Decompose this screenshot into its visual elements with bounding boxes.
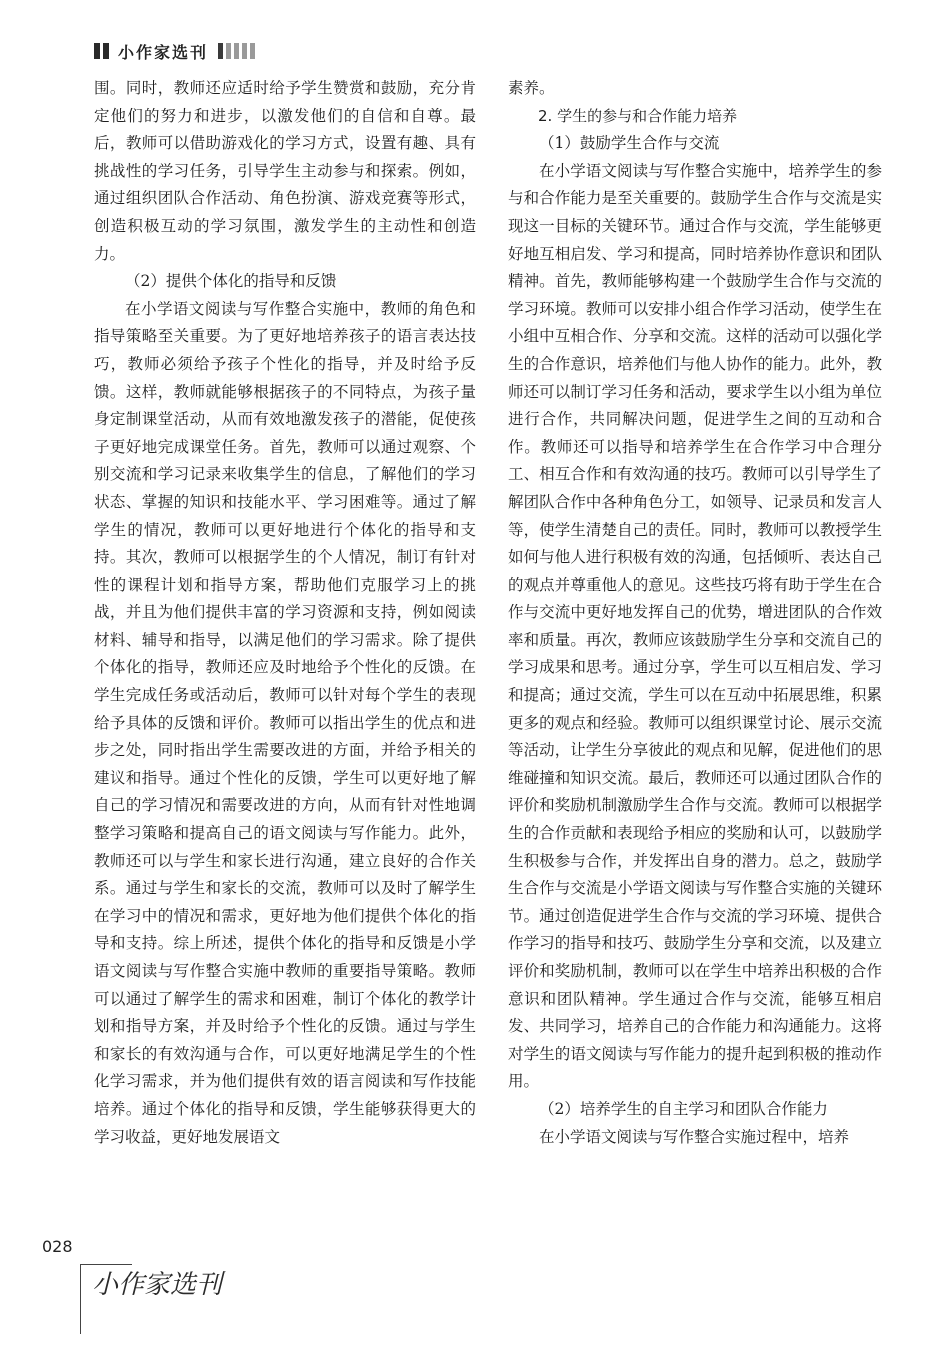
page-number: 028 <box>42 1237 73 1256</box>
header-stripe <box>234 43 239 59</box>
calligraphy-logo <box>88 1265 238 1305</box>
section-heading: （2）培养学生的自主学习和团队合作能力 <box>539 1099 828 1118</box>
header-bar-mark <box>103 43 109 59</box>
header-bar-mark <box>94 43 100 59</box>
logo-text: 小作家选刊 <box>92 1270 223 1300</box>
section-heading: （1）鼓励学生合作与交流 <box>539 134 720 153</box>
page-footer <box>42 1237 223 1300</box>
running-header <box>94 40 258 62</box>
section-heading: 2. 学生的参与和合作能力培养 <box>538 106 738 125</box>
body-paragraph: 素养。 <box>508 79 555 97</box>
header-stripe <box>218 43 223 59</box>
section-heading: （2）提供个体化的指导和反馈 <box>125 272 337 291</box>
header-stripe <box>250 43 255 59</box>
body-paragraph: 在小学语文阅读与写作整合实施中，培养学生的参与和合作能力是至关重要的。鼓励学生合作与交流是实现这一目标的关键环节。通过合作与交流，学生能够更好地互相启发、学习和提高，同时培养协作意识和团队精神。首先，教师能够构建一个鼓励学生合作与交流的学习环境。教师可以安排小组合作学习活动，使学生在小组中互相合作、分享和交流。这样的活动可以强化学生的合作意识，培养他们与他人协作的能力。此外，教师还可以制订学习任务和活动，要求学生以小组为单位进行合作，共同解决问题，促进学生之间的互动和合作。教师还可以指导和培养学生在合作学习中合理分工、相互合作和有效沟通的技巧。教师可以引导学生了解团队合作中各种角色分工，如领导、记录员和发言人等，使学生清楚自己的责任。同时，教师可以教授学生如何与他人进行积极有效的沟通，包括倾听、表达自己的观点并尊重他人的意见。这些技巧将有助于学生在合作与交流中更好地发挥自己的优势，增进团队的合作效率和质量。再次，教师应该鼓励学生分享和交流自己的学习成果和思考。通过分享，学生可以互相启发、学习和提高；通过交流，学生可以在互动中拓展思维，积累更多的观点和经验。教师可以组织课堂讨论、展示交流等活动，让学生分享彼此的观点和见解，促进他们的思维碰撞和知识交流。最后，教师还可以通过团队合作的评价和奖励机制激励学生合作与交流。教师可以根据学生的合作贡献和表现给予相应的奖励和认可，以鼓励学生积极参与合作，并发挥出自身的潜力。总之，鼓励学生合作与交流是小学语文阅读与写作整合实施的关键环节。通过创造促进学生合作与交流的学习环境、提供合作学习的指导和技巧、鼓励学生分享和交流，以及建立评价和奖励机制，教师可以在学生中培养出积极的合作意识和团队精神。学生通过合作与交流，能够互相启发、共同学习，培养自己的合作能力和沟通能力。这将对学生的语文阅读与写作能力的提升起到积极的推动作用。 <box>508 161 882 1091</box>
footer-rule-vertical <box>80 1264 81 1334</box>
left-text-column <box>94 75 476 1151</box>
header-stripe <box>242 43 247 59</box>
journal-title: 小作家选刊 <box>118 42 209 62</box>
header-stripe <box>226 43 231 59</box>
body-paragraph: 在小学语文阅读与写作整合实施中，教师的角色和指导策略至关重要。为了更好地培养孩子的语言表达技巧，教师必须给予孩子个性化的指导，并及时给予反馈。这样，教师就能够根据孩子的不同特点，为孩子量身定制课堂活动，从而有效地激发孩子的潜能，促使孩子更好地完成课堂任务。首先，教师可以通过观察、个别交流和学习记录来收集学生的信息，了解他们的学习状态、掌握的知识和技能水平、学习困难等。通过了解学生的情况，教师可以更好地进行个体化的指导和支持。其次，教师可以根据学生的个人情况，制订有针对性的课程计划和指导方案，帮助他们克服学习上的挑战，并且为他们提供丰富的学习资源和支持，例如阅读材料、辅导和指导，以满足他们的学习需求。除了提供个体化的指导，教师还应及时地给予个性化的反馈。在学生完成任务或活动后，教师可以针对每个学生的表现给予具体的反馈和评价。教师可以指出学生的优点和进步之处，同时指出学生需要改进的方面，并给予相关的建议和指导。通过个性化的反馈，学生可以更好地了解自己的学习情况和需要改进的方向，从而有针对性地调整学习策略和提高自己的语文阅读与写作能力。此外，教师还可以与学生和家长进行沟通，建立良好的合作关系。通过与学生和家长的交流，教师可以及时了解学生在学习中的情况和需求，更好地为他们提供个体化的指导和支持。综上所述，提供个体化的指导和反馈是小学语文阅读与写作整合实施中教师的重要指导策略。教师可以通过了解学生的需求和困难，制订个体化的教学计划和指导方案，并及时给予个性化的反馈。通过与学生和家长的有效沟通与合作，可以更好地满足学生的个性化学习需求，并为他们提供有效的语言阅读和写作技能培养。通过个体化的指导和反馈，学生能够获得更大的学习收益，更好地发展语文 <box>94 299 476 1146</box>
body-paragraph: 在小学语文阅读与写作整合实施过程中，培养 <box>539 1127 850 1146</box>
body-paragraph: 围。同时，教师还应适时给予学生赞赏和鼓励，充分肯定他们的努力和进步，以激发他们的自信和自尊。最后，教师可以借助游戏化的学习方式，设置有趣、具有挑战性的学习任务，引导学生主动参与和探索。例如，通过组织团队合作活动、角色扮演、游戏竞赛等形式，创造积极互动的学习氛围，激发学生的主动性和创造力。 <box>94 79 476 263</box>
right-text-column <box>508 75 882 1151</box>
